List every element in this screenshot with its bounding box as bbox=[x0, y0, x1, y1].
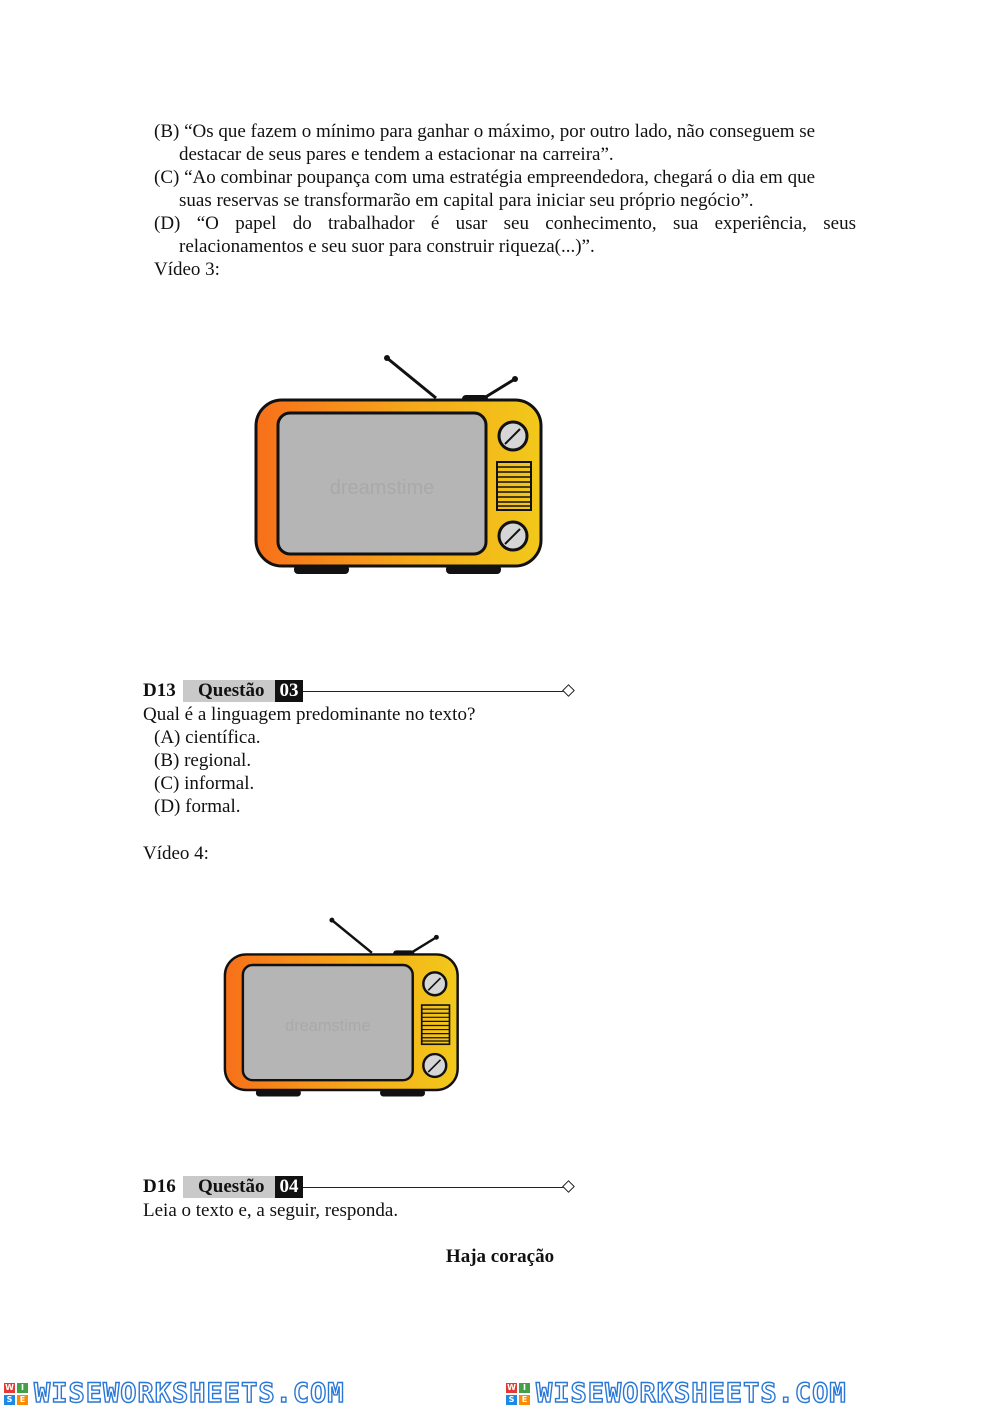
option-b-line2: destacar de seus pares e tendem a estacionar na carreira”. bbox=[179, 144, 614, 165]
question3-option-c[interactable]: (C) informal. bbox=[154, 773, 255, 794]
question4-label: Questão bbox=[198, 1176, 265, 1197]
question3-option-a[interactable]: (A) científica. bbox=[154, 727, 261, 748]
question3-header bbox=[143, 679, 583, 703]
text-title: Haja coração bbox=[445, 1246, 555, 1267]
wiseworksheets-logo-icon: W I S E bbox=[4, 1383, 30, 1407]
tv-video4-image[interactable] bbox=[220, 910, 465, 1105]
option-c-line1: (C) “Ao combinar poupança com uma estratégia empreendedora, chegará o dia em que bbox=[154, 167, 816, 188]
brand-text-right: WISEWORKSHEETS.COM bbox=[536, 1378, 847, 1409]
option-d-line2: relacionamentos e seu suor para construir riqueza(...)”. bbox=[179, 236, 595, 257]
foot-right bbox=[446, 565, 501, 574]
question4-header bbox=[143, 1175, 583, 1199]
antenna-right bbox=[484, 379, 515, 398]
watermark-text: dreamstime bbox=[285, 1017, 371, 1036]
video4-label: Vídeo 4: bbox=[143, 843, 209, 864]
option-d-line1: (D) “O papel do trabalhador é usar seu conhecimento, sua experiência, seus bbox=[154, 213, 856, 234]
question3-rule bbox=[303, 691, 565, 692]
brand-text-left: WISEWORKSHEETS.COM bbox=[34, 1378, 345, 1409]
wiseworksheets-logo-icon: W I S E bbox=[506, 1383, 532, 1407]
foot-left bbox=[256, 1089, 301, 1096]
question3-prompt: Qual é a linguagem predominante no texto? bbox=[143, 704, 476, 725]
option-c-line2: suas reservas se transformarão em capital para iniciar seu próprio negócio”. bbox=[179, 190, 754, 211]
question3-code: D13 bbox=[143, 680, 176, 701]
video3-label: Vídeo 3: bbox=[154, 259, 220, 280]
footer-branding bbox=[0, 1376, 1000, 1413]
antenna-left bbox=[332, 920, 372, 953]
watermark-text: dreamstime bbox=[329, 477, 435, 499]
question3-option-b[interactable]: (B) regional. bbox=[154, 750, 252, 771]
question4-number: 04 bbox=[275, 1176, 303, 1198]
question4-rule bbox=[303, 1187, 565, 1188]
antenna-right bbox=[411, 937, 436, 953]
question4-code: D16 bbox=[143, 1176, 176, 1197]
foot-left bbox=[294, 565, 349, 574]
option-b-line1: (B) “Os que fazem o mínimo para ganhar o máximo, por outro lado, não conseguem se bbox=[154, 121, 816, 142]
antenna-left bbox=[387, 358, 436, 398]
question3-number: 03 bbox=[275, 680, 303, 702]
question4-prompt: Leia o texto e, a seguir, responda. bbox=[143, 1200, 399, 1221]
diamond-icon bbox=[562, 1180, 575, 1193]
foot-right bbox=[380, 1089, 425, 1096]
diamond-icon bbox=[562, 684, 575, 697]
tv-video3-image[interactable] bbox=[250, 350, 550, 580]
question3-option-d[interactable]: (D) formal. bbox=[154, 796, 241, 817]
question3-label: Questão bbox=[198, 680, 265, 701]
